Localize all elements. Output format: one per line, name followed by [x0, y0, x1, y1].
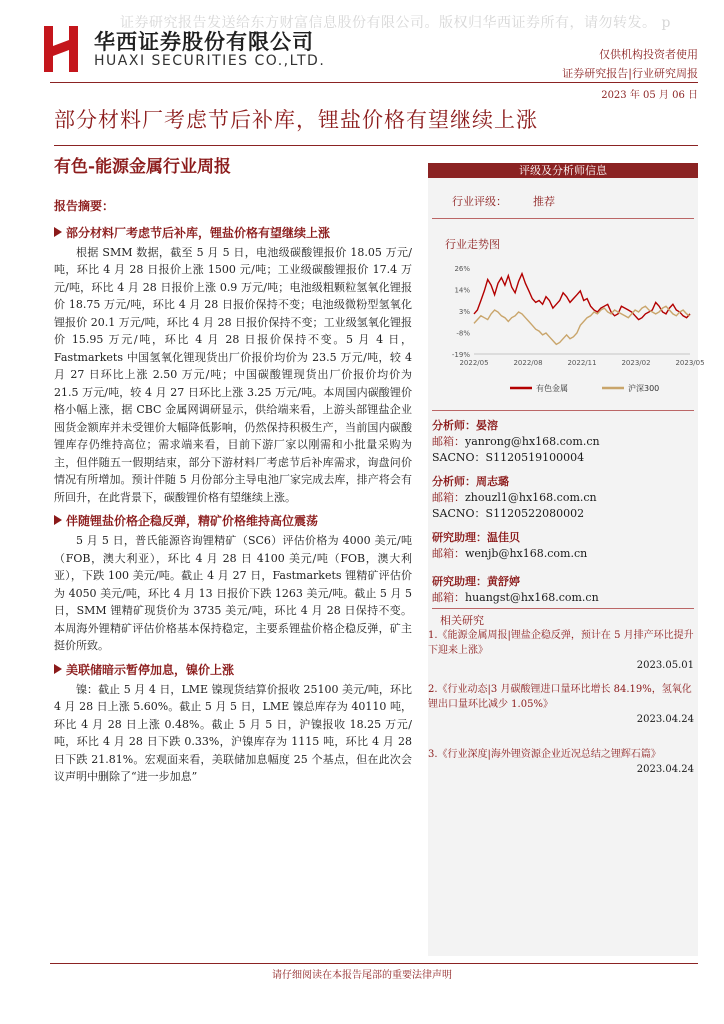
- assistant-name: 温佳贝: [487, 531, 520, 544]
- assistant-block: [432, 530, 692, 562]
- title-divider: [54, 145, 698, 146]
- y-tick-label: 14%: [454, 286, 470, 295]
- y-tick-label: -19%: [451, 351, 470, 359]
- watermark: 证券研究报告发送给东方财富信息股份有限公司。版权归华西证券所有，请勿转发。 p: [120, 15, 671, 31]
- related-item-date: 2023.04.24: [636, 714, 694, 725]
- cert-label: SACNO：: [432, 507, 486, 520]
- assistant-email[interactable]: wenjb@hx168.com.cn: [465, 547, 588, 560]
- report-title: 部分材料厂考虑节后补库，锂盐价格有望继续上涨: [54, 108, 538, 132]
- sidebar-divider: [432, 608, 694, 609]
- section-paragraph: 镍：截止 5 月 4 日，LME 镍现货结算价报收 25100 美元/吨，环比 4 月 28 日上涨 5.60%。截止 5 月 5 日，LME 镍总库存为 40110 吨，环比 4 月 28 日上涨 0.48%。截止 5 月 5 日，沪镍报收 18.25 万元/吨，环比 4 月 28 日下跌 0.33%，沪镍库存为 1115 吨，环比 4 月 28 日下跌 21.81%。宏观面来看，美联储加息幅度 25 个基点，但在此次会议声明中删除了“进一步加息”: [54, 682, 412, 783]
- analyst-email[interactable]: yanrong@hx168.com.cn: [465, 435, 600, 448]
- x-tick-label: 2022/05: [459, 359, 489, 367]
- analyst-role: 分析师：: [432, 419, 476, 432]
- assistant-name: 黄舒婷: [487, 575, 520, 588]
- related-item-date: 2023.05.01: [636, 660, 694, 671]
- report-date: 2023 年 05 月 06 日: [601, 90, 698, 101]
- summary-column: [54, 198, 412, 792]
- header-divider: [50, 82, 698, 83]
- report-subtitle: 有色-能源金属行业周报: [54, 157, 232, 177]
- email-label: 邮箱：: [432, 591, 465, 604]
- y-tick-label: -8%: [456, 329, 470, 338]
- summary-label: 报告摘要：: [54, 199, 115, 213]
- footer-divider: [50, 963, 698, 964]
- x-tick-label: 2023/02: [621, 359, 651, 367]
- related-research-title: 相关研究: [440, 614, 484, 627]
- related-item-text[interactable]: 2.《行业动态|3 月碳酸锂进口量环比增长 84.19%，氢氧化锂出口量环比减少 1.05%》: [428, 684, 692, 710]
- assistant-role: 研究助理：: [432, 531, 487, 544]
- analyst-block: [432, 418, 692, 466]
- trend-label: 行业走势图: [445, 238, 500, 251]
- section-heading: 美联储暗示暂停加息，镍价上涨: [54, 661, 412, 679]
- related-item[interactable]: [428, 747, 694, 777]
- trend-chart: [440, 262, 705, 402]
- legend-label: 有色金属: [536, 384, 568, 393]
- assistant-role: 研究助理：: [432, 575, 487, 588]
- section-paragraph: 5 月 5 日，普氏能源咨询锂精矿（SC6）评估价格为 4000 美元/吨（FOB，澳大利亚），环比 4 月 28 日 4100 美元/吨（FOB，澳大利亚），下跌 100 美元/吨。截止 4 月 27 日，Fastmarkets 锂精矿评估价为 4050 美元/吨，环比 4 月 13 日报价下跌 1263 美元/吨。截止 5 月 5 日，SMM 锂精矿现货价为 3735 美元/吨，环比 4 月 28 日保持不变。本周海外锂精矿评估价格基本保持稳定，主要系锂盐价格企稳反弹，矿主挺价所致。: [54, 534, 412, 652]
- email-label: 邮箱：: [432, 547, 465, 560]
- report-type: 证券研究报告|行业研究周报: [562, 67, 698, 80]
- footer-disclaimer: 请仔细阅读在本报告尾部的重要法律声明: [272, 970, 452, 981]
- industry-rating: [452, 193, 555, 209]
- related-item[interactable]: [428, 682, 694, 727]
- triangle-bullet-icon: [54, 227, 62, 237]
- y-tick-label: 3%: [458, 308, 470, 316]
- assistant-block: [432, 574, 692, 606]
- sidebar-divider: [432, 218, 694, 219]
- analyst-cert: S1120519100004: [485, 451, 585, 464]
- x-tick-label: 2022/11: [567, 359, 597, 367]
- triangle-bullet-icon: [54, 664, 62, 674]
- analyst-cert: S1120522080002: [485, 507, 585, 520]
- section-paragraph: 根据 SMM 数据，截至 5 月 5 日，电池级碳酸锂报价 18.05 万元/吨，环比 4 月 28 日报价上涨 1500 元/吨；工业级碳酸锂报价 17.4 万元/吨，环比 4 月 28 日报价上涨 0.9 万元/吨；电池级粗颗粒氢氧化锂报价 18.75 万元/吨，环比 4 月 28 日报价保持不变；电池级微粉型氢氧化锂报价 20.1 万元/吨，环比 4 月 28 日报价保持不变；工业级氢氧化锂报价 15.95 万元/吨，环比 4 月 28 日报价保持不变。5 月 4 日，Fastmarkets 中国氢氧化锂现货出厂价报价均价为 23.5 万元/吨，较 4 月 27 日环比上涨 2.50 万元/吨；中国碳酸锂现货出厂价报价均价为 21.5 万元/吨，较 4 月 27 日环比上涨 3.25 万元/吨。本周国内碳酸锂价格小幅上涨，据 CBC 金属网调研显示，供给端来看，上游头部锂盐企业囤货金额库并未受锂价大幅降低影响，仍然保持积极生产，当前国内碳酸锂库存仍维持高位；需求端来看，目前下游厂家以刚需和小批量采购为主，但伴随五一假期结束，部分下游材料厂考虑节后补库需求，询盘问价情况有所增加。预计伴随 5 月份部分主导电池厂家完成去库，排产将会有所回升，在此背景下，碳酸锂价格有望继续上涨。: [54, 245, 412, 504]
- audience-note: 仅供机构投资者使用: [599, 48, 698, 61]
- triangle-bullet-icon: [54, 515, 62, 525]
- series-line: [474, 306, 690, 344]
- sidebar-header: 评级及分析师信息: [428, 163, 698, 178]
- related-item-text[interactable]: 3.《行业深度|海外锂资源企业近况总结之锂辉石篇》: [428, 749, 661, 760]
- rating-label: 行业评级：: [452, 195, 507, 208]
- assistant-email[interactable]: huangst@hx168.com.cn: [465, 591, 599, 604]
- x-tick-label: 2023/05: [675, 359, 705, 367]
- company-name-en: HUAXI SECURITIES CO.,LTD.: [94, 53, 326, 69]
- sidebar-divider: [432, 410, 694, 411]
- related-item[interactable]: [428, 628, 694, 673]
- x-tick-label: 2022/08: [513, 359, 543, 367]
- y-tick-label: 26%: [454, 265, 470, 273]
- analyst-email[interactable]: zhouzl1@hx168.com.cn: [465, 491, 597, 504]
- section-heading: 伴随锂盐价格企稳反弹，精矿价格维持高位震荡: [54, 512, 412, 530]
- cert-label: SACNO：: [432, 451, 486, 464]
- analyst-name: 晏溶: [476, 419, 498, 432]
- rating-value: 推荐: [533, 195, 555, 208]
- related-item-date: 2023.04.24: [636, 764, 694, 775]
- company-logo: [44, 26, 78, 72]
- related-item-text[interactable]: 1.《能源金属周报|锂盐企稳反弹，预计在 5 月排产环比提升下迎来上涨》: [428, 630, 694, 656]
- email-label: 邮箱：: [432, 435, 465, 448]
- email-label: 邮箱：: [432, 491, 465, 504]
- analyst-role: 分析师：: [432, 475, 476, 488]
- analyst-name: 周志璐: [476, 475, 509, 488]
- section-heading: 部分材料厂考虑节后补库，锂盐价格有望继续上涨: [54, 224, 412, 242]
- legend-label: 沪深300: [628, 384, 660, 393]
- analyst-block: [432, 474, 692, 522]
- company-name-cn: 华西证券股份有限公司: [94, 30, 314, 54]
